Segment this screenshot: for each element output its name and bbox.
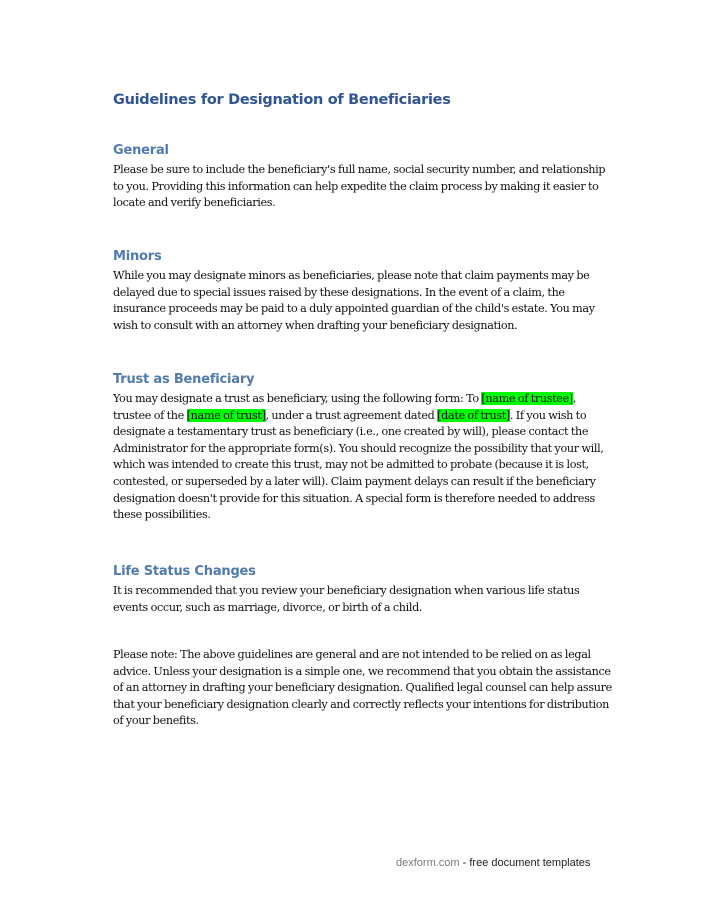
trust-text: You may designate a trust as beneficiary, using the following form: To: [113, 392, 482, 405]
section-body-trust: [113, 391, 613, 524]
section-heading-general: General: [113, 143, 169, 158]
footer-brand-link[interactable]: dexform.com: [396, 857, 460, 869]
placeholder-name-of-trust: [name of trust]: [186, 408, 266, 422]
section-heading-life-status: Life Status Changes: [113, 564, 256, 579]
section-heading-trust: Trust as Beneficiary: [113, 372, 255, 387]
trust-text: , under a trust agreement dated: [265, 408, 438, 422]
placeholder-name-of-trustee: [name of trustee]: [481, 392, 573, 405]
footer-tagline: - free document templates: [459, 857, 591, 869]
legal-note: Please note: The above guidelines are general and are not intended to be relied on as legal advice. Unless your designation is a simple one, we recommend that you obtain the assistance of an attorney in drafting your beneficiary designation. Qualified legal counsel can help assure that your beneficiary designation clearly and correctly reflects your intentions for distribution of your benefits.: [113, 648, 612, 728]
section-body-general: Please be sure to include the beneficiary's full name, social security number, and relationship to you. Providing this information can help expedite the claim process by making it easier to locate and verify beneficiaries.: [113, 163, 606, 210]
footer: [396, 857, 590, 869]
trust-text: . If you wish to designate a testamentary trust as beneficiary (i.e., one created by will), please contact the Administrator for the appropriate form(s). You should recognize the possibility that your will, which was intended to create this trust, may not be admitted to probate (because it is lost, contested, or superseded by a later will). Claim payment delays can result if the beneficiary designation doesn't provide for this situation. A special form is therefore needed to address these possibilities.: [113, 408, 604, 522]
document-title: Guidelines for Designation of Beneficiaries: [113, 92, 451, 108]
trust-text: , trustee of the: [113, 392, 577, 422]
section-body-minors: While you may designate minors as beneficiaries, please note that claim payments may be delayed due to special issues raised by these designations. In the event of a claim, the insurance proceeds may be paid to a duly appointed guardian of the child's estate. You may wish to consult with an attorney when drafting your beneficiary designation.: [113, 269, 595, 332]
placeholder-date-of-trust: [date of trust]: [437, 408, 510, 422]
section-heading-minors: Minors: [113, 249, 162, 264]
section-body-life-status: It is recommended that you review your beneficiary designation when various life status events occur, such as marriage, divorce, or birth of a child.: [113, 584, 580, 614]
